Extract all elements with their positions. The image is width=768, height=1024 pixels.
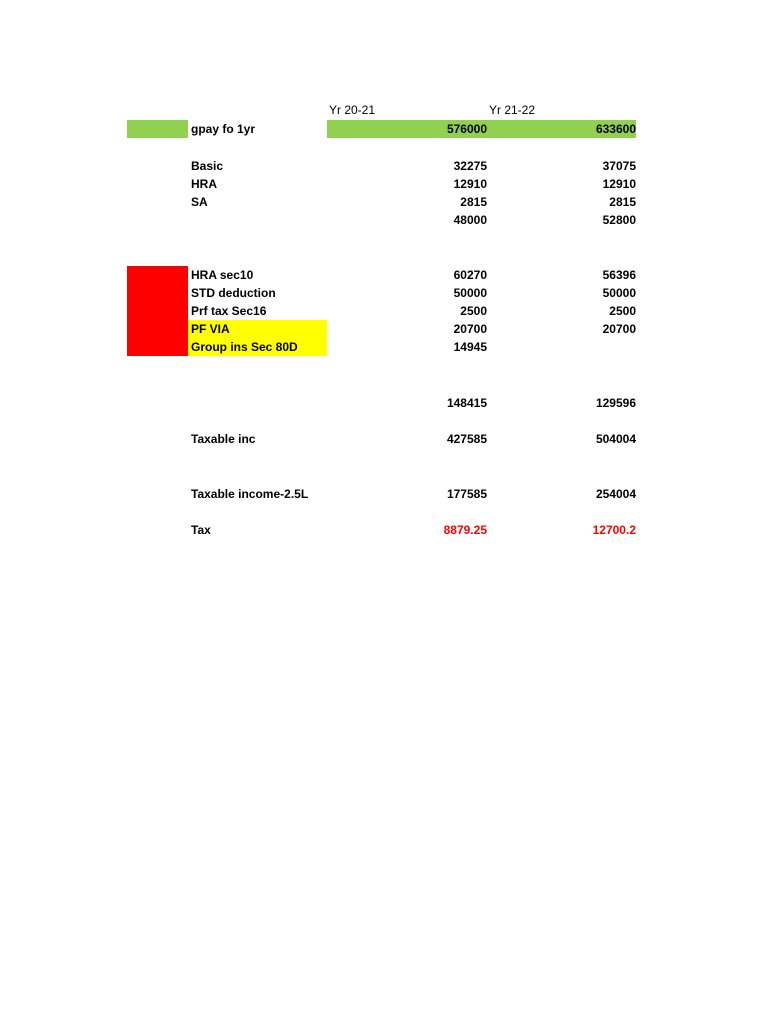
group-ins-row — [0, 338, 768, 356]
std-deduction-y2: 50000 — [602, 286, 636, 300]
monthly-total-y2: 52800 — [602, 213, 636, 227]
taxable-inc-y2: 504004 — [595, 432, 636, 446]
hra-sec10-y2: 56396 — [602, 268, 636, 282]
deductions-total-y2: 129596 — [595, 396, 636, 410]
taxable-minus-row — [0, 485, 768, 503]
sa-y1: 2815 — [460, 195, 487, 209]
gpay-row — [0, 120, 768, 138]
hra-row — [0, 175, 768, 193]
taxable-minus-y2: 254004 — [595, 487, 636, 501]
pf-via-row — [0, 320, 768, 338]
hra-sec10-row — [0, 266, 768, 284]
monthly-total-y1: 48000 — [453, 213, 487, 227]
taxable-inc-label: Taxable inc — [191, 432, 256, 446]
std-deduction-y1: 50000 — [453, 286, 487, 300]
deductions-total-row — [0, 394, 768, 412]
tax-row — [0, 521, 768, 539]
gpay-y1: 576000 — [327, 120, 487, 138]
tax-y2: 12700.2 — [592, 523, 636, 537]
green-marker — [127, 120, 188, 138]
basic-row — [0, 157, 768, 175]
hra-y1: 12910 — [453, 177, 487, 191]
sa-row — [0, 193, 768, 211]
year1-header: Yr 20-21 — [329, 103, 376, 117]
pf-via-y1: 20700 — [453, 322, 487, 336]
taxable-minus-y1: 177585 — [446, 487, 487, 501]
prf-tax-row — [0, 302, 768, 320]
basic-y2: 37075 — [602, 159, 636, 173]
hra-label: HRA — [191, 177, 217, 191]
pf-via-label: PF VIA — [188, 320, 327, 338]
taxable-inc-row — [0, 430, 768, 448]
group-ins-y1: 14945 — [453, 340, 487, 354]
hra-y2: 12910 — [602, 177, 636, 191]
hra-sec10-label: HRA sec10 — [191, 268, 254, 282]
prf-tax-y2: 2500 — [609, 304, 636, 318]
gpay-label: gpay fo 1yr — [191, 122, 256, 136]
pf-via-y2: 20700 — [602, 322, 636, 336]
basic-y1: 32275 — [453, 159, 487, 173]
gpay-y2: 633600 — [487, 120, 636, 138]
prf-tax-label: Prf tax Sec16 — [191, 304, 267, 318]
basic-label: Basic — [191, 159, 224, 173]
taxable-minus-label: Taxable income-2.5L — [191, 487, 309, 501]
hra-sec10-y1: 60270 — [453, 268, 487, 282]
std-deduction-row — [0, 284, 768, 302]
group-ins-label: Group ins Sec 80D — [188, 338, 327, 356]
year2-header: Yr 21-22 — [489, 103, 536, 117]
group-ins-y2 — [487, 338, 636, 356]
tax-y1: 8879.25 — [443, 523, 487, 537]
monthly-total-row — [0, 211, 768, 229]
header-row — [0, 101, 768, 119]
deductions-total-y1: 148415 — [446, 396, 487, 410]
prf-tax-y1: 2500 — [460, 304, 487, 318]
sa-y2: 2815 — [609, 195, 636, 209]
std-deduction-label: STD deduction — [191, 286, 276, 300]
sa-label: SA — [191, 195, 208, 209]
tax-label: Tax — [191, 523, 211, 537]
taxable-inc-y1: 427585 — [446, 432, 487, 446]
